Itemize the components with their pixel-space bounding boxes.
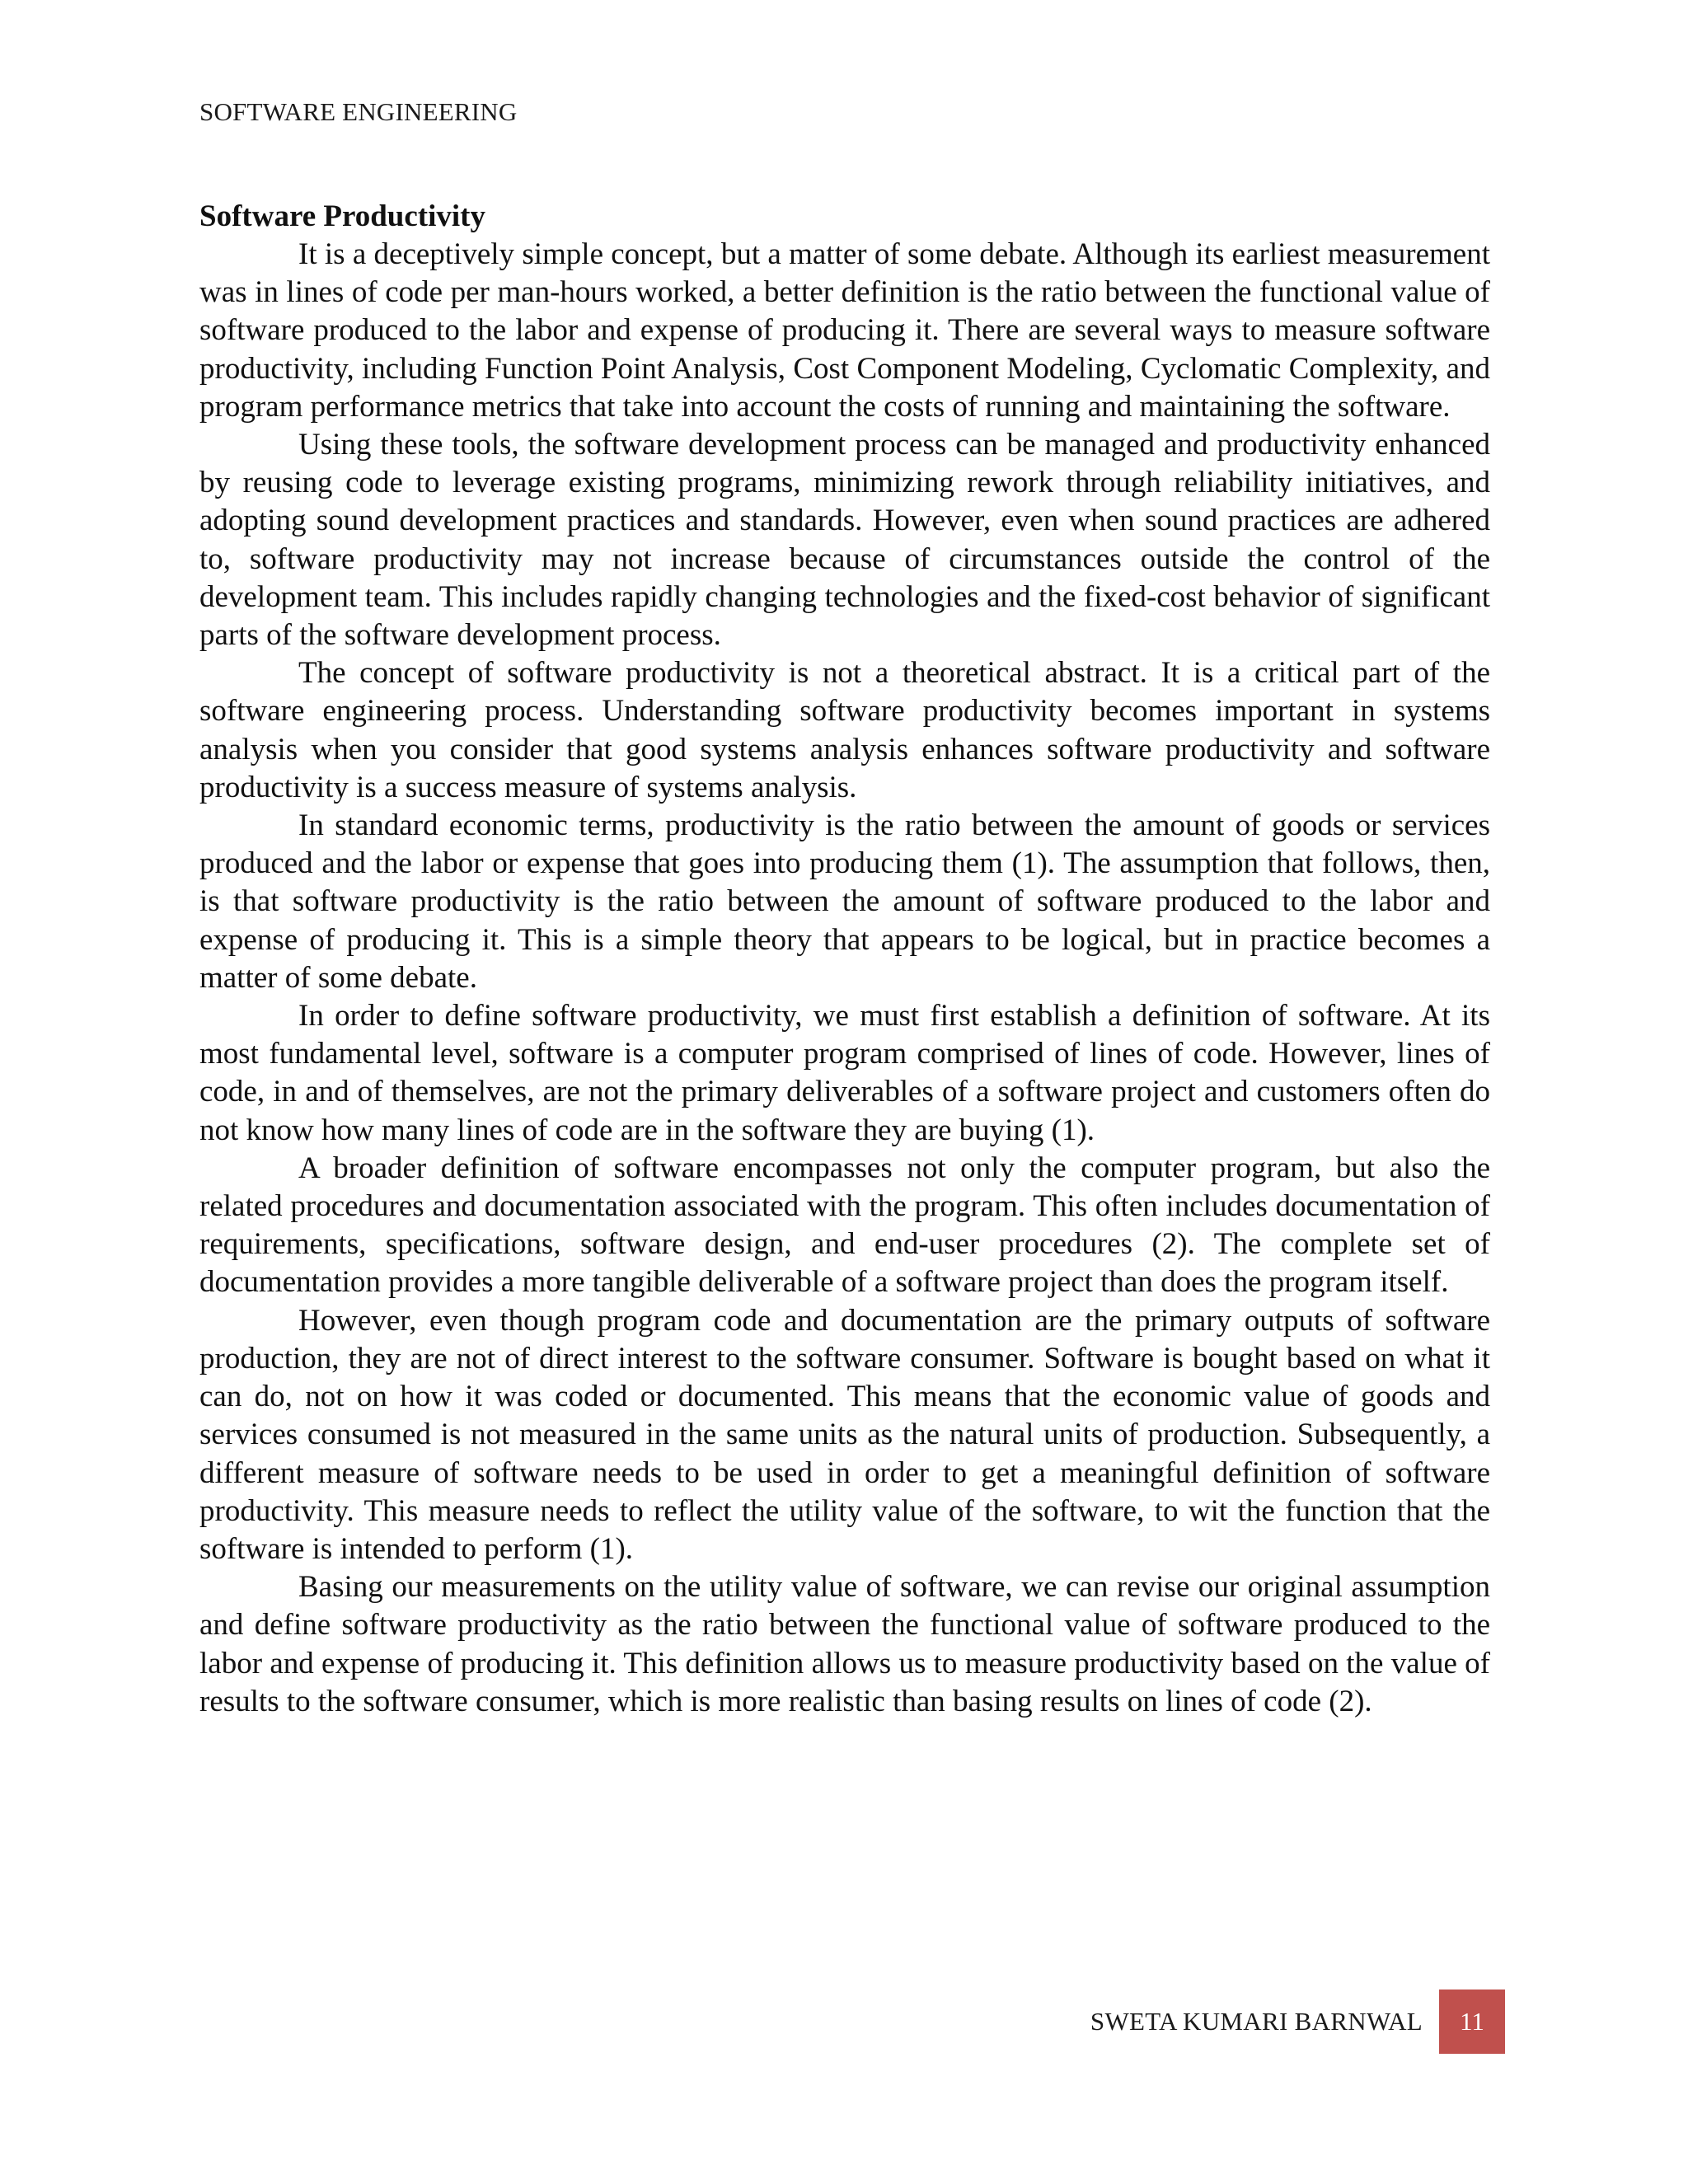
paragraph: A broader definition of software encompasses not only the computer program, but also the related procedures and documentation associated with the program. This often includes documentation of requirements, specifications, software design, and end-user procedures (2). The complete set of documentation provides a more tangible deliverable of a software project than does the program itself. <box>199 1151 1490 1300</box>
running-header: SOFTWARE ENGINEERING <box>199 97 518 126</box>
page-number-badge: 11 <box>1439 1990 1505 2054</box>
paragraph: In standard economic terms, productivity is the ratio between the amount of goods or services produced and the labor or expense that goes into producing them (1). The assumption that follows, then, is that software productivity is the ratio between the amount of software produced to the labor and expense of producing it. This is a simple theory that appears to be logical, but in practice becomes a matter of some debate. <box>199 808 1490 995</box>
page-body <box>199 198 1490 1721</box>
section-heading: Software Productivity <box>199 199 486 233</box>
paragraph: Basing our measurements on the utility value of software, we can revise our original assumption and define software productivity as the ratio between the functional value of software produced to the labor and expense of producing it. This definition allows us to measure productivity based on the value of results to the software consumer, which is more realistic than basing results on lines of code (2). <box>199 1570 1490 1718</box>
paragraph: In order to define software productivity, we must first establish a definition of software. At its most fundamental level, software is a computer program comprised of lines of code. However, lines of code, in and of themselves, are not the primary deliverables of a software project and customers often do not know how many lines of code are in the software they are buying (1). <box>199 999 1490 1147</box>
footer-author: SWETA KUMARI BARNWAL <box>1090 2007 1423 2036</box>
paragraph: The concept of software productivity is not a theoretical abstract. It is a critical part of the software engineering process. Understanding software productivity becomes important in systems analysis when you consider that good systems analysis enhances software productivity and software productivity is a success measure of systems analysis. <box>199 656 1490 804</box>
paragraph: It is a deceptively simple concept, but a matter of some debate. Although its earliest measurement was in lines of code per man-hours worked, a better definition is the ratio between the functional value of software produced to the labor and expense of producing it. There are several ways to measure software productivity, including Function Point Analysis, Cost Component Modeling, Cyclomatic Complexity, and program performance metrics that take into account the costs of running and maintaining the software. <box>199 237 1490 424</box>
page-footer <box>1090 1990 1505 2054</box>
paragraph: However, even though program code and documentation are the primary outputs of software production, they are not of direct interest to the software consumer. Software is bought based on what it can do, not on how it was coded or documented. This means that the economic value of goods and services consumed is not measured in the same units as the natural units of production. Subsequently, a different measure of software needs to be used in order to get a meaningful definition of software productivity. This measure needs to reflect the utility value of the software, to wit the function that the software is intended to perform (1). <box>199 1303 1490 1566</box>
paragraph: Using these tools, the software development process can be managed and productivity enhanced by reusing code to leverage existing programs, minimizing rework through reliability initiatives, and adopting sound development practices and standards. However, even when sound practices are adhered to, software productivity may not increase because of circumstances outside the control of the development team. This includes rapidly changing technologies and the fixed-cost behavior of significant parts of the software development process. <box>199 428 1490 653</box>
